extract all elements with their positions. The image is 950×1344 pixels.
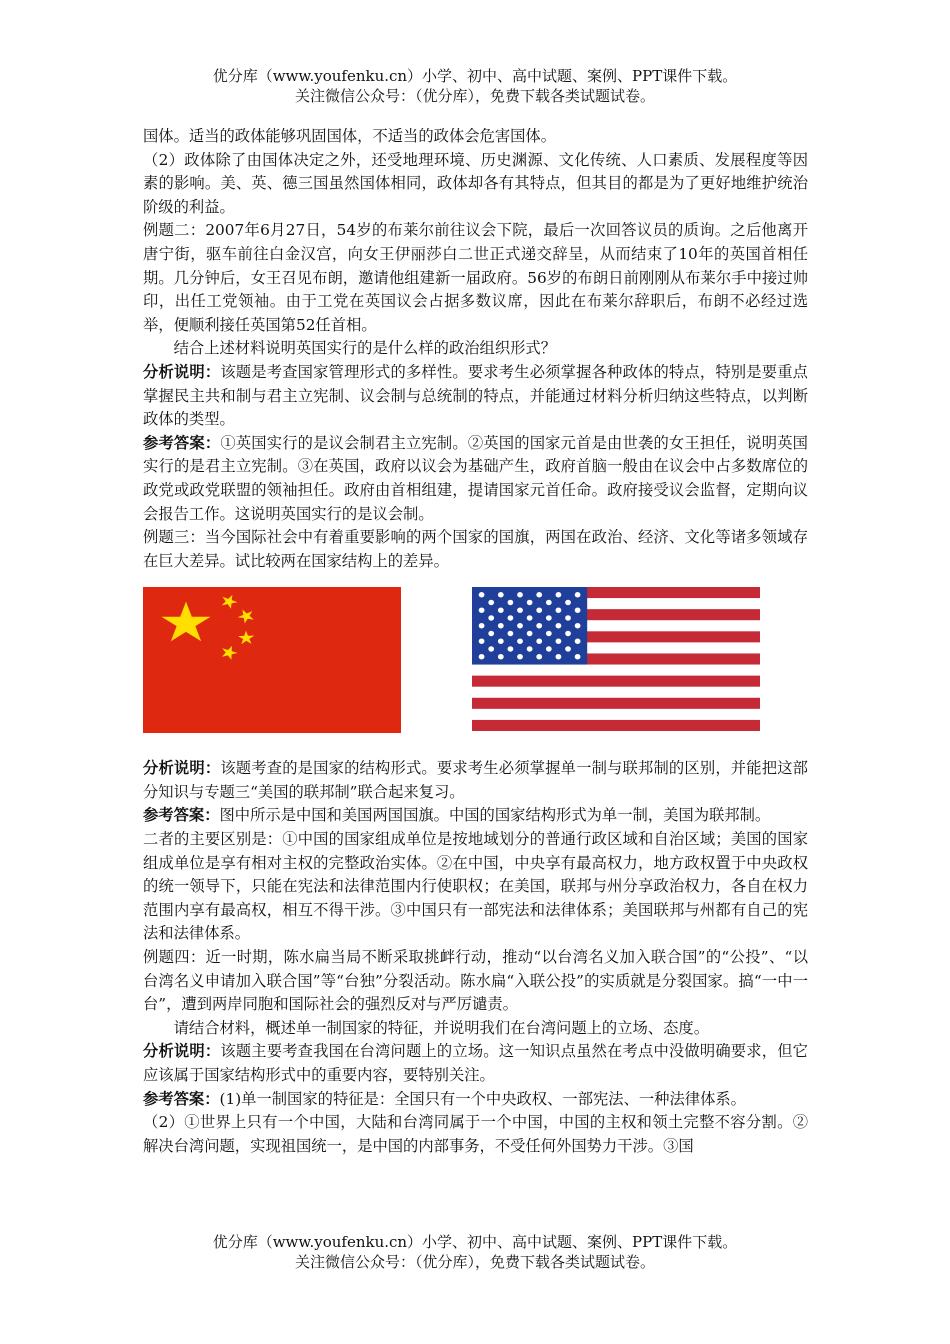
- example-4: 例题四：近一时期，陈水扁当局不断采取挑衅行动，推动“以台湾名义加入联合国”的“公投”、“以台湾名义申请加入联合国”等“台独”分裂活动。陈水扁“入联公投”的实质就是分裂国家。搞“一中一台”，遭到两岸同胞和国际社会的强烈反对与严厉谴责。: [143, 948, 808, 1014]
- china-flag-image: [143, 587, 401, 733]
- answer-text: ①英国实行的是议会制君主立宪制。②英国的国家元首是由世袭的女王担任，说明英国实行的是君主立宪制。③在英国，政府以议会为基础产生，政府首脑一般由在议会中占多数席位的政党或政党联盟的领袖担任。政府由首相组建，提请国家元首任命。政府接受议会监督，定期向议会报告工作。这说明英国实行的是议会制。: [143, 433, 808, 523]
- star-icon: [488, 631, 494, 636]
- star-icon: [498, 592, 504, 597]
- example-3-answer: [143, 804, 808, 828]
- star-icon: [546, 616, 552, 621]
- star-icon: [479, 592, 485, 597]
- star-icon: [527, 616, 533, 621]
- star-icon: [508, 600, 514, 605]
- star-icon: [536, 654, 542, 659]
- analysis-label: 分析说明：: [143, 362, 221, 381]
- star-icon: [479, 639, 485, 644]
- star-icon: [488, 647, 494, 652]
- star-icon: [479, 608, 485, 613]
- star-icon: [556, 592, 562, 597]
- star-icon: [575, 639, 581, 644]
- example-3-difference: 二者的主要区别是：①中国的国家组成单位是按地域划分的普通行政区域和自治区域；美国的国家组成单位是享有相对主权的完整政治实体。②在中国，中央享有最高权力，地方政权置于中央政权的统一领导下，只能在宪法和法律范围内行使职权；在美国，联邦与州分享政治权力，各自在权力范围内享有最高权，相互不得干涉。③中国只有一部宪法和法律体系；美国联邦与州都有自己的宪法和法律体系。: [143, 830, 808, 943]
- star-icon: [536, 639, 542, 644]
- analysis-text: 该题是考查国家管理形式的多样性。要求考生必须掌握各种政体的特点，特别是要重点掌握民主共和制与君主立宪制、议会制与总统制的特点，并能通过材料分析归纳这些特点，以判断政体的类型。: [143, 362, 808, 429]
- star-icon: [575, 592, 581, 597]
- star-icon: [546, 631, 552, 636]
- analysis-text: 该题考查的是国家的结构形式。要求考生必须掌握单一制与联邦制的区别，并能把这部分知识与专题三“美国的联邦制”联合起来复习。: [143, 759, 808, 801]
- star-icon: [517, 639, 523, 644]
- star-icon: [556, 608, 562, 613]
- page-footer: [0, 1232, 950, 1272]
- example-4-question: 请结合材料，概述单一制国家的特征，并说明我们在台湾问题上的立场、态度。: [173, 1018, 709, 1037]
- footer-line-1: 优分库（www.youfenku.cn）小学、初中、高中试题、案例、PPT课件下载。: [212, 1233, 738, 1251]
- example-2-answer: [143, 432, 808, 526]
- star-icon: [508, 631, 514, 636]
- analysis-label: 分析说明：: [143, 1042, 221, 1061]
- example-4-answer-2: （2）①世界上只有一个中国，大陆和台湾同属于一个中国，中国的主权和领土完整不容分割。②解决台湾问题，实现祖国统一，是中国的内部事务，不受任何外国势力干涉。③国: [143, 1113, 808, 1155]
- star-icon: [546, 600, 552, 605]
- star-icon: [556, 623, 562, 628]
- star-icon: [536, 592, 542, 597]
- star-icon: [565, 631, 571, 636]
- star-icon: [556, 639, 562, 644]
- star-icon: [546, 647, 552, 652]
- star-icon: [527, 600, 533, 605]
- flags-figure: [143, 587, 808, 753]
- example-2-analysis: [143, 361, 808, 432]
- star-icon: [565, 600, 571, 605]
- analysis-label: 分析说明：: [143, 759, 221, 778]
- example-4-analysis: [143, 1040, 808, 1087]
- star-icon: [556, 654, 562, 659]
- star-icon: [536, 608, 542, 613]
- star-icon: [517, 592, 523, 597]
- header-line-2: 关注微信公众号：（优分库），免费下载各类试题试卷。: [294, 87, 655, 105]
- example-2-question: 结合上述材料说明英国实行的是什么样的政治组织形式？: [173, 339, 557, 358]
- star-icon: [488, 600, 494, 605]
- star-icon: [575, 608, 581, 613]
- answer-text: (1)单一制国家的特征是：全国只有一个中央政权、一部宪法、一种法律体系。: [219, 1089, 746, 1108]
- document-body: [143, 125, 808, 1158]
- star-icon: [517, 654, 523, 659]
- star-icon: [527, 631, 533, 636]
- star-icon: [479, 623, 485, 628]
- star-icon: [575, 623, 581, 628]
- star-icon: [498, 623, 504, 628]
- paragraph: 国体。适当的政体能够巩固国体，不适当的政体会危害国体。: [143, 127, 557, 145]
- star-icon: [479, 654, 485, 659]
- answer-text: 图中所示是中国和美国两国国旗。中国的国家结构形式为单一制，美国为联邦制。: [219, 806, 771, 825]
- page-header: [0, 66, 950, 106]
- star-icon: [498, 608, 504, 613]
- star-icon: [508, 616, 514, 621]
- star-icon: [575, 654, 581, 659]
- star-icon: [517, 623, 523, 628]
- star-icon: [527, 647, 533, 652]
- answer-label: 参考答案：: [143, 806, 220, 825]
- star-icon: [517, 608, 523, 613]
- answer-label: 参考答案：: [143, 1089, 220, 1108]
- usa-flag-image: [472, 587, 760, 731]
- analysis-text: 该题主要考查我国在台湾问题上的立场。这一知识点虽然在考点中没做明确要求，但它应该属于国家结构形式中的重要内容，要特别关注。: [143, 1042, 808, 1084]
- star-icon: [508, 647, 514, 652]
- footer-line-2: 关注微信公众号：（优分库），免费下载各类试题试卷。: [294, 1253, 655, 1271]
- star-icon: [498, 654, 504, 659]
- example-3-analysis: [143, 757, 808, 804]
- star-icon: [565, 647, 571, 652]
- answer-label: 参考答案：: [143, 433, 221, 452]
- star-icon: [536, 623, 542, 628]
- star-icon: [565, 616, 571, 621]
- example-2: 例题二：2007年6月27日，54岁的布莱尔前往议会下院，最后一次回答议员的质询。之后他离开唐宁街，驱车前往白金汉宫，向女王伊丽莎白二世正式递交辞呈，从而结束了10年的英国首相任期。几分钟后，女王召见布朗，邀请他组建新一届政府。56岁的布朗日前刚刚从布莱尔手中接过帅印，出任工党领袖。由于工党在英国议会占据多数议席，因此在布莱尔辞职后，布朗不必经过选举，便顺利接任英国第52任首相。: [143, 221, 808, 334]
- paragraph: （2）政体除了由国体决定之外，还受地理环境、历史渊源、文化传统、人口素质、发展程度等因素的影响。美、英、德三国虽然国体相同，政体却各有其特点，但其目的都是为了更好地维护统治阶级的利益。: [143, 150, 808, 216]
- star-icon: [498, 639, 504, 644]
- example-3: 例题三：当今国际社会中有着重要影响的两个国家的国旗，两国在政治、经济、文化等诸多领域存在巨大差异。试比较两在国家结构上的差异。: [143, 528, 808, 570]
- example-4-answer: [143, 1088, 808, 1112]
- star-icon: [488, 616, 494, 621]
- header-line-1: 优分库（www.youfenku.cn）小学、初中、高中试题、案例、PPT课件下载。: [212, 67, 738, 85]
